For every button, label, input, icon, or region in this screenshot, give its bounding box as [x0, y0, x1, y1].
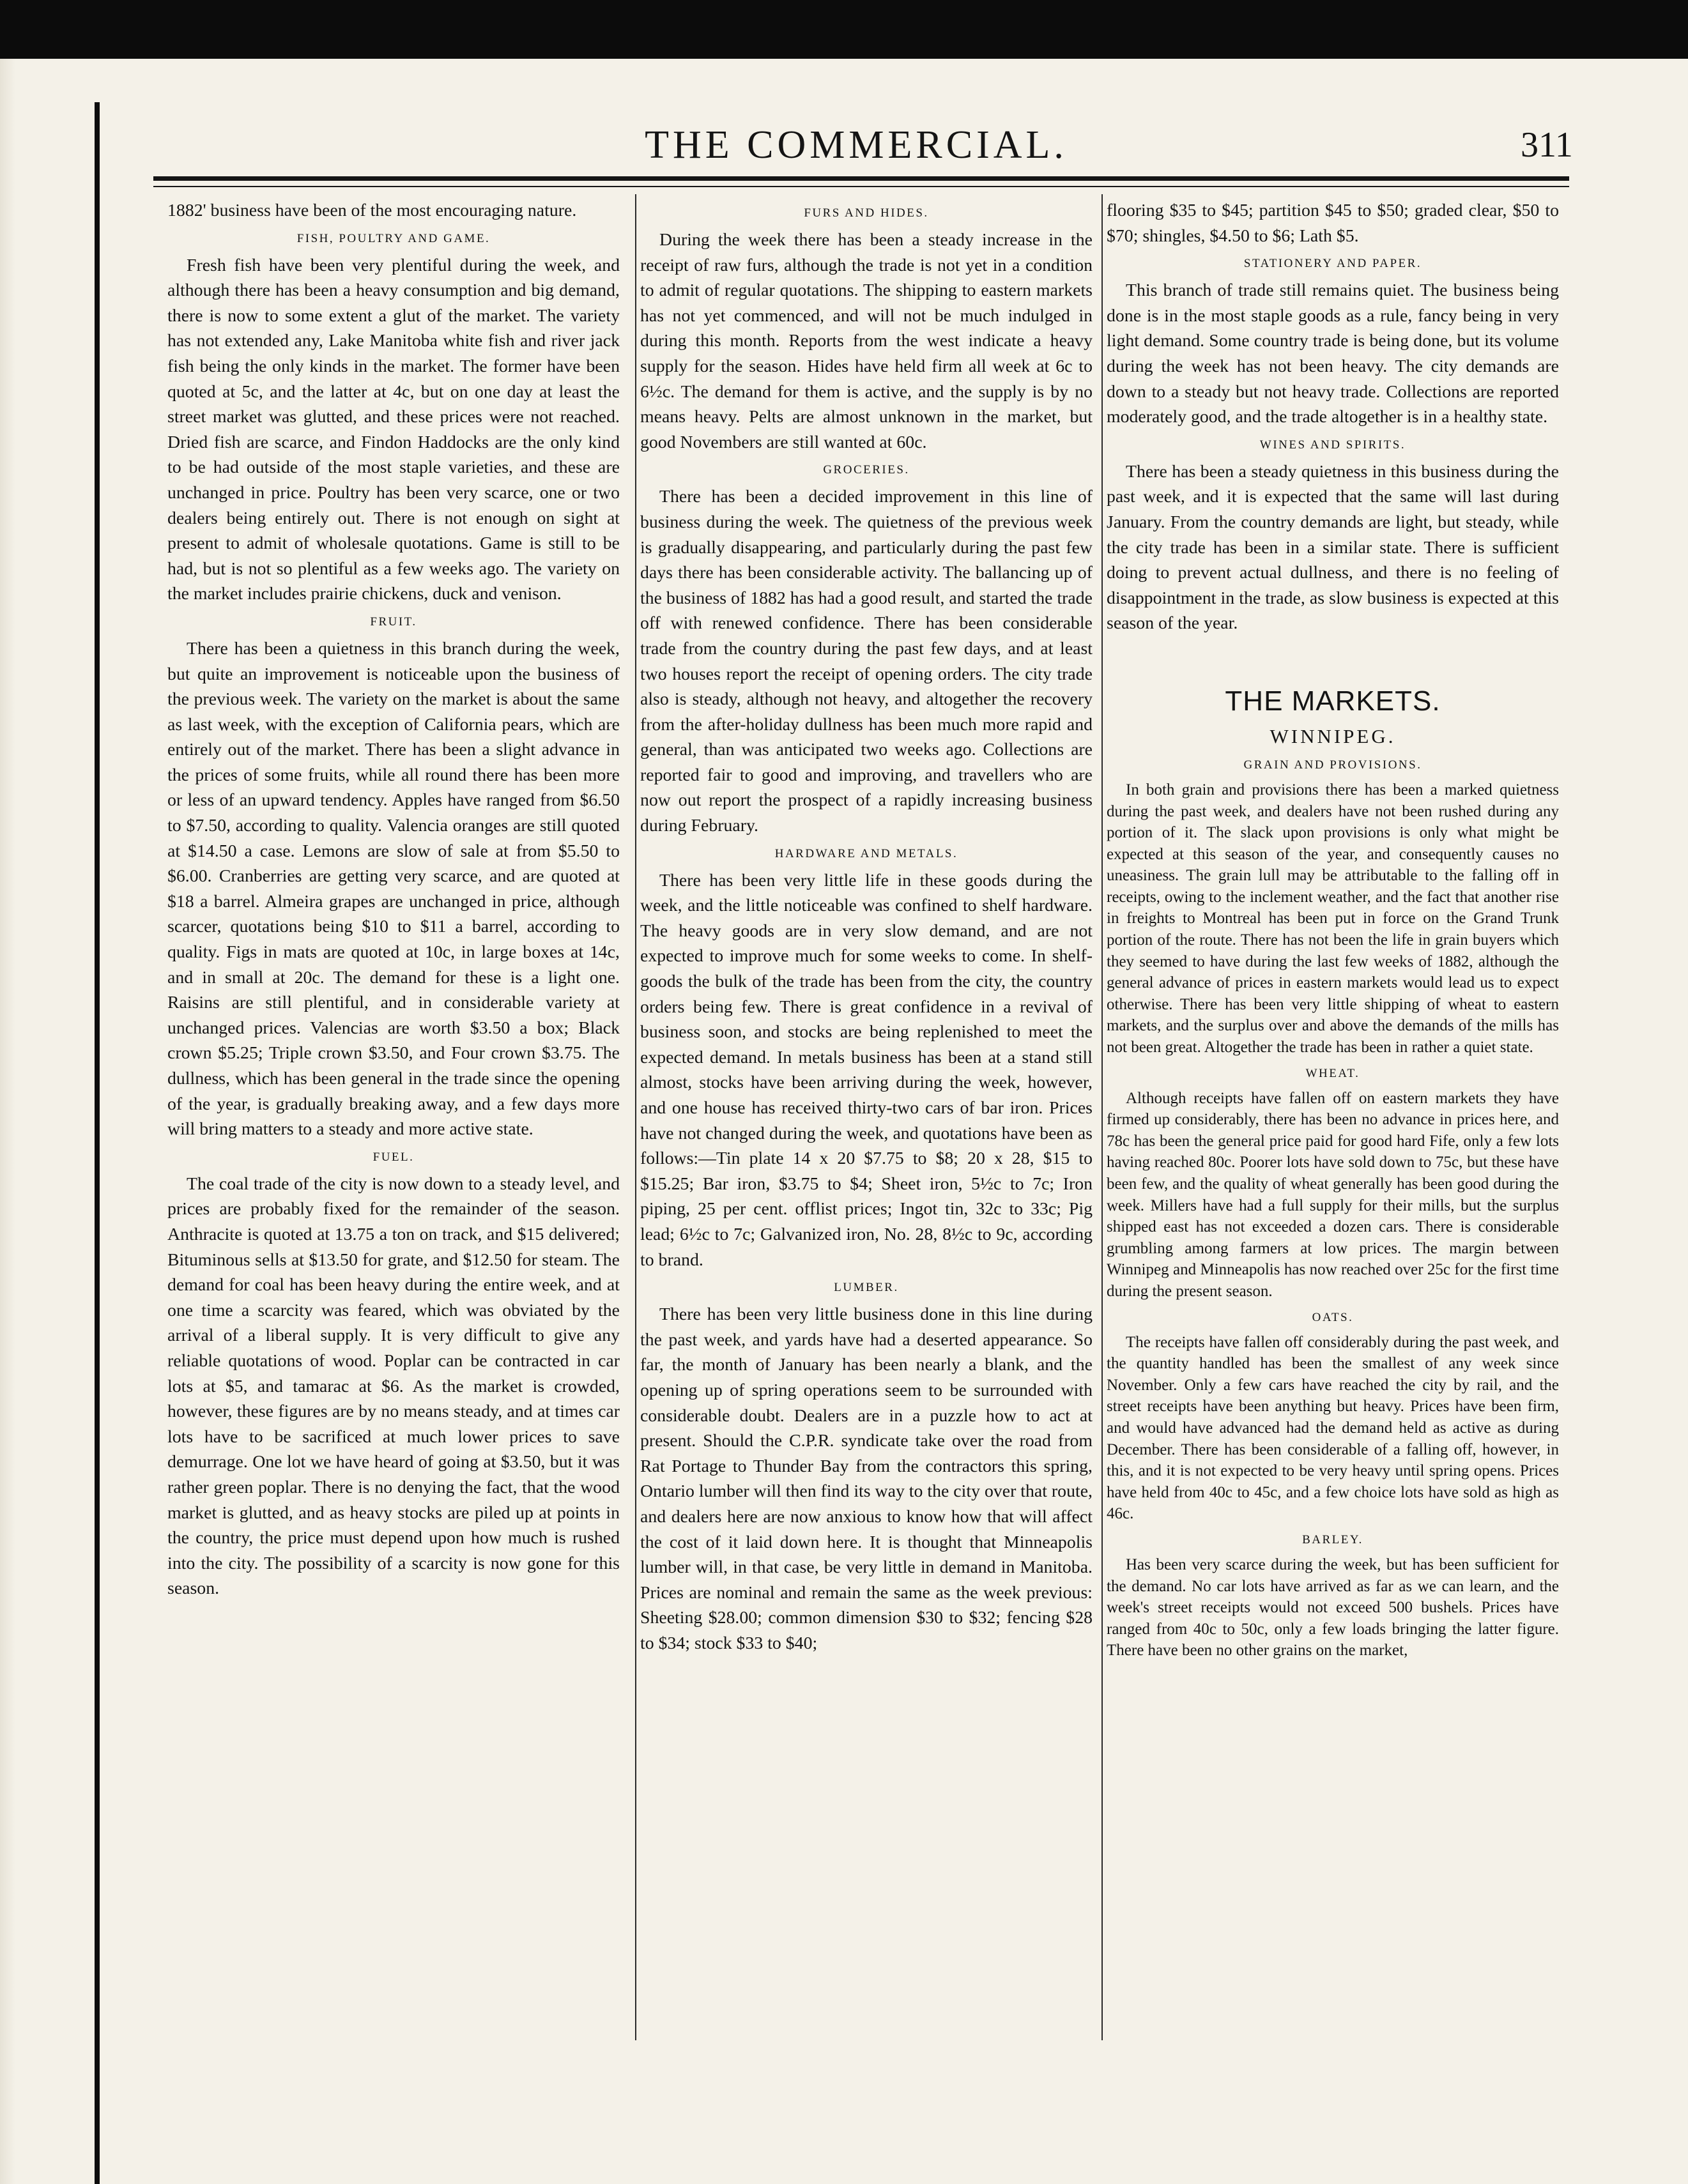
page-number: 311	[1521, 125, 1573, 165]
section-heading-grain: GRAIN AND PROVISIONS.	[1243, 758, 1422, 772]
paragraph-hardware: There has been very little life in these goods during the week, and the little noticeable was confined to shelf hardware. The heavy goods are in very slow demand, and are not expected to improve much for some weeks to come. In shelf-goods the bulk of the trade has been from the city, the country orders being few. There is great confidence in a revival of business soon, and stocks are being replenished to meet the expected demand. In metals business has been at a stand still almost, stocks have been arriving during the week, however, and one house has received thirty-two cars of bar iron. Prices have not changed during the week, and quotations have been as follows:—Tin plate 14 x 20 $7.75 to $8; 20 x 28, $15 to $15.25; Bar iron, $3.75 to $4; Sheet iron, 5½c to 7c; Iron piping, 25 per cent. offlist prices; Ingot tin, 32c to 33c; Pig lead; 6½c to 7c; Galvanized iron, No. 28, 8½c to 9c, according to brand.	[640, 870, 1093, 1270]
column-divider-2	[1101, 194, 1103, 2040]
section-heading-wheat: WHEAT.	[1305, 1066, 1360, 1080]
paragraph-fish: Fresh fish have been very plentiful during the week, and although there has been a heavy consumption and big demand, there is now to some extent a glut of the market. The variety has not extended any, Lake Manitoba white fish and river jack fish being the only kinds in the market. The former have been quoted at 5c, and the latter at 4c, but on one day at least the street market was glutted, and these prices were not reached. Dried fish are scarce, and Findon Haddocks are the only kind to be had outside of the most staple varieties, and these are unchanged in price. Poultry has been very scarce, one or two dealers being entirely out. There is not enough on sight at present to admit of wholesale quotations. Game is still to be had, but is not so plentiful as a few weeks ago. The variety on the market includes prairie chickens, duck and venison.	[167, 255, 620, 604]
column-2	[640, 198, 1093, 2050]
section-heading-lumber: LUMBER.	[834, 1281, 899, 1295]
masthead-rule-thin	[153, 186, 1569, 187]
column-3	[1107, 198, 1559, 2050]
paragraph-lumber-continued: flooring $35 to $45; partition $45 to $50; graded clear, $50 to $70; shingles, $4.50 to $6; Lath $5.	[1107, 201, 1559, 246]
paragraph-intro: 1882' business have been of the most encouraging nature.	[167, 201, 577, 220]
paragraph-lumber: There has been very little business done in this line during the past week, and yards have had a deserted appearance. So far, the month of January has been nearly a blank, and the opening up of spring operations seem to be surrounded with considerable doubt. Dealers are in a puzzle how to act at present. Should the C.P.R. syndicate take over the road from Rat Portage to Thunder Bay from the contractors this spring, Ontario lumber will then find its way to the city over that route, and dealers here are now anxious to know how that will affect the cost of it laid down here. It is thought that Minneapolis lumber will, in that case, be very little in demand in Manitoba. Prices are nominal and remain the same as the week previous: Sheeting $28.00; common dimension $30 to $32; fencing $28 to $34; stock $33 to $40;	[640, 1304, 1093, 1653]
section-heading-oats: OATS.	[1312, 1310, 1354, 1324]
paragraph-fruit: There has been a quietness in this branch during the week, but quite an improvement is noticeable upon the business of the previous week. The variety on the market is about the same as last week, with the exception of California pears, which are entirely out of the market. There has been a slight advance in the prices of some fruits, while all round there has been more or less of an upward tendency. Apples have ranged from $6.50 to $7.50, according to quality. Valencia oranges are still quoted at $14.50 a case. Lemons are slow of sale at from $5.50 to $6.00. Cranberries are getting very scarce, and are quoted at $18 a barrel. Almeira grapes are unchanged in price, although scarcer, quotations being $10 to $11 a barrel, according to quality. Figs in mats are quoted at 10c, in large boxes at 14c, and in small at 20c. The demand for these is a light one. Raisins are still plentiful, and in considerable variety at unchanged prices. Valencias are worth $3.50 a box; Black crown $5.25; Triple crown $3.50, and Four crown $3.75. The dullness, which has been general in the trade since the opening of the year, is gradually breaking away, and a few days more will bring matters to a steady and more active state.	[167, 638, 620, 1140]
page-left-rule	[95, 102, 100, 2184]
paragraph-furs: During the week there has been a steady increase in the receipt of raw furs, although the trade is not yet in a condition to admit of regular quotations. The shipping to eastern markets has not yet commenced, and will not be much indulged in during this month. Reports from the west indicate a heavy supply for the season. Hides have held firm all week at 6c to 6½c. The demand for them is active, and the supply is by no means heavy. Pelts are almost unknown in the market, but good Novembers are still wanted at 60c.	[640, 230, 1093, 452]
markets-city: WINNIPEG.	[1270, 724, 1396, 747]
paragraph-fuel: The coal trade of the city is now down to a steady level, and prices are probably fixed for the remainder of the season. Anthracite is quoted at 13.75 a ton on track, and $15 delivered; Bituminous sells at $13.50 for grate, and $12.50 for steam. The demand for coal has been heavy during the entire week, and at one time a scarcity was feared, which was obviated by the arrival of a liberal supply. It is very difficult to give any reliable quotations of wood. Poplar can be contracted in car lots at $5, and tamarac at $6. As the market is crowded, however, these figures are by no means steady, and at times car lots have to be sacrificed at much lower prices to save demurrage. One lot we have heard of going at $3.50, but it was rather green poplar. There is no denying the fact, that the wood market is glutted, and as heavy stocks are piled up at points in the country, the price must depend upon how much is rushed into the city. The possibility of a scarcity is now gone for this season.	[167, 1173, 620, 1599]
section-heading-hardware: HARDWARE AND METALS.	[774, 846, 958, 860]
section-heading-barley: BARLEY.	[1302, 1532, 1363, 1546]
paragraph-wines: There has been a steady quietness in this business during the past week, and it is expected that the same will last during January. From the country demands are light, but steady, while the city trade has been in a similar state. There is sufficient doing to prevent actual dullness, and there is no feeling of disappointment in the trade, as slow business is expected at this season of the year.	[1107, 461, 1559, 634]
markets-heading: THE MARKETS.	[1225, 685, 1441, 717]
masthead	[0, 123, 1688, 167]
section-heading-furs: FURS AND HIDES.	[804, 206, 929, 220]
column-1	[167, 198, 620, 2050]
section-heading-groceries: GROCERIES.	[823, 463, 910, 477]
scan-left-edge	[0, 59, 15, 2184]
paragraph-wheat: Although receipts have fallen off on eastern markets they have firmed up considerably, there has been no advance in prices here, and 78c has been the general price paid for good hard Fife, only a few lots having reached 80c. Poorer lots have sold down to 75c, but these have been few, and the quality of wheat generally has been good during the week. Millers have had a full supply for their mills, but the surplus shipped east has not exceeded a dozen cars. There is considerable grumbling among farmers at low prices. The margin between Winnipeg and Minneapolis has now reached over 25c for the first time during the present season.	[1107, 1089, 1559, 1300]
paragraph-barley: Has been very scarce during the week, but has been sufficient for the demand. No car lots have arrived as far as we can learn, and the week's street receipts would not exceed 500 bushels. Prices have ranged from 40c to 50c, only a few loads bringing the latter figure. There have been no other grains on the market,	[1107, 1555, 1559, 1660]
section-heading-fuel: FUEL.	[372, 1150, 415, 1164]
column-divider-1	[635, 194, 636, 2040]
section-heading-stationery: STATIONERY AND PAPER.	[1243, 257, 1422, 271]
paragraph-stationery: This branch of trade still remains quiet. The business being done is in the most staple goods as a rule, fancy being in very light demand. Some country trade is being done, but its volume during the week has not been heavy. The city demands are down to a steady but not heavy trade. Collections are reported moderately good, and the trade altogether is in a healthy state.	[1107, 280, 1559, 427]
paragraph-grain: In both grain and provisions there has been a marked quietness during the past week, and dealers have not been rushed during any portion of it. The slack upon provisions is only what might be expected at this season of the year, and consequently causes no uneasiness. The grain lull may be attributable to the falling off in receipts, owing to the inclement weather, and the fact that another rise in freights to Montreal has been put in force on the Grand Trunk portion of the route. There has not been the life in grain buyers which they seemed to have during the last few weeks of 1882, although the general advance of prices in eastern markets would lead us to expect otherwise. There has been very little shipping of wheat to eastern markets, and the surplus over and above the demands of the mills has not been great. Altogether the trade has been in rather a quiet state.	[1107, 781, 1559, 1057]
section-heading-fruit: FRUIT.	[370, 615, 417, 629]
paragraph-groceries: There has been a decided improvement in this line of business during the week. The quietness of the previous week is gradually disappearing, and particularly during the past few days there has been considerable activity. The ballancing up of the business of 1882 has had a good result, and started the trade off with renewed confidence. There has been considerable trade from the country during the past few days, and at least two houses report the receipt of opening orders. The city trade also is steady, although not heavy, and altogether the recovery from the after-holiday dullness has been much more rapid and general, than was anticipated two weeks ago. Collections are reported fair to good and improving, and travellers who are now out report the prospect of a rapidly increasing business during February.	[640, 487, 1093, 836]
paragraph-oats: The receipts have fallen off considerably during the past week, and the quantity handled has been the smallest of any week since November. Only a few cars have reached the city by rail, and the street receipts have been anything but heavy. Prices have been firm, and would have advanced had the demand held as active as during December. There has been considerable of a falling off, however, in this, and it is not expected to be very heavy until spring opens. Prices have held from 40c to 45c, and a few choice lots have sold as high as 46c.	[1107, 1333, 1559, 1523]
section-heading-wines: WINES AND SPIRITS.	[1259, 438, 1406, 452]
scan-top-border	[0, 0, 1688, 59]
masthead-rule-thick	[153, 176, 1569, 181]
section-heading-fish: FISH, POULTRY AND GAME.	[296, 231, 491, 245]
newspaper-title: THE COMMERCIAL.	[645, 123, 1068, 167]
